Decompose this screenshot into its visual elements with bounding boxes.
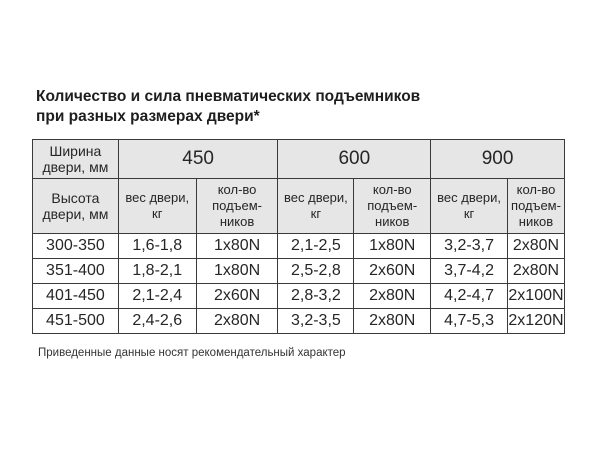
cell-count-600: 2x80N — [354, 309, 431, 334]
cell-count-450: 2x60N — [196, 284, 278, 309]
sub-weight-450: вес двери, кг — [118, 179, 196, 234]
cell-height: 300-350 — [33, 234, 119, 259]
width-900: 900 — [431, 140, 565, 179]
cell-count-450: 2x80N — [196, 309, 278, 334]
cell-count-600: 1x80N — [354, 234, 431, 259]
header-row-sub — [33, 179, 565, 234]
cell-weight-900: 4,2-4,7 — [431, 284, 508, 309]
width-600: 600 — [278, 140, 431, 179]
cell-weight-450: 2,4-2,6 — [118, 309, 196, 334]
width-450: 450 — [118, 140, 278, 179]
sub-count-900: кол-во подъем- ников — [507, 179, 564, 234]
sub-count-450: кол-во подъем- ников — [196, 179, 278, 234]
cell-height: 451-500 — [33, 309, 119, 334]
cell-height: 401-450 — [33, 284, 119, 309]
sub-weight-900: вес двери, кг — [431, 179, 508, 234]
cell-weight-450: 2,1-2,4 — [118, 284, 196, 309]
width-header: Ширина двери, мм — [33, 140, 119, 179]
sub-weight-600: вес двери, кг — [278, 179, 354, 234]
cell-weight-600: 2,8-3,2 — [278, 284, 354, 309]
footnote: Приведенные данные носят рекомендательный характер — [38, 347, 346, 359]
cell-weight-600: 2,1-2,5 — [278, 234, 354, 259]
header-row-width — [33, 140, 565, 179]
cell-count-600: 2x80N — [354, 284, 431, 309]
table-row — [33, 234, 565, 259]
cell-count-900: 2x100N — [507, 284, 564, 309]
cell-weight-600: 3,2-3,5 — [278, 309, 354, 334]
cell-weight-900: 3,2-3,7 — [431, 234, 508, 259]
table-row — [33, 259, 565, 284]
document-title — [36, 87, 420, 127]
cell-weight-450: 1,6-1,8 — [118, 234, 196, 259]
cell-weight-900: 4,7-5,3 — [431, 309, 508, 334]
lift-spec-table — [32, 139, 565, 334]
sub-count-600: кол-во подъем- ников — [354, 179, 431, 234]
cell-weight-900: 3,7-4,2 — [431, 259, 508, 284]
cell-count-600: 2x60N — [354, 259, 431, 284]
cell-count-900: 2x120N — [507, 309, 564, 334]
cell-height: 351-400 — [33, 259, 119, 284]
cell-count-450: 1x80N — [196, 259, 278, 284]
cell-count-900: 2x80N — [507, 259, 564, 284]
height-header: Высота двери, мм — [33, 179, 119, 234]
title-line-2: при разных размерах двери* — [36, 108, 260, 125]
table-row — [33, 284, 565, 309]
cell-count-450: 1x80N — [196, 234, 278, 259]
table-row — [33, 309, 565, 334]
cell-count-900: 2x80N — [507, 234, 564, 259]
cell-weight-450: 1,8-2,1 — [118, 259, 196, 284]
cell-weight-600: 2,5-2,8 — [278, 259, 354, 284]
title-line-1: Количество и сила пневматических подъемников — [36, 88, 421, 105]
